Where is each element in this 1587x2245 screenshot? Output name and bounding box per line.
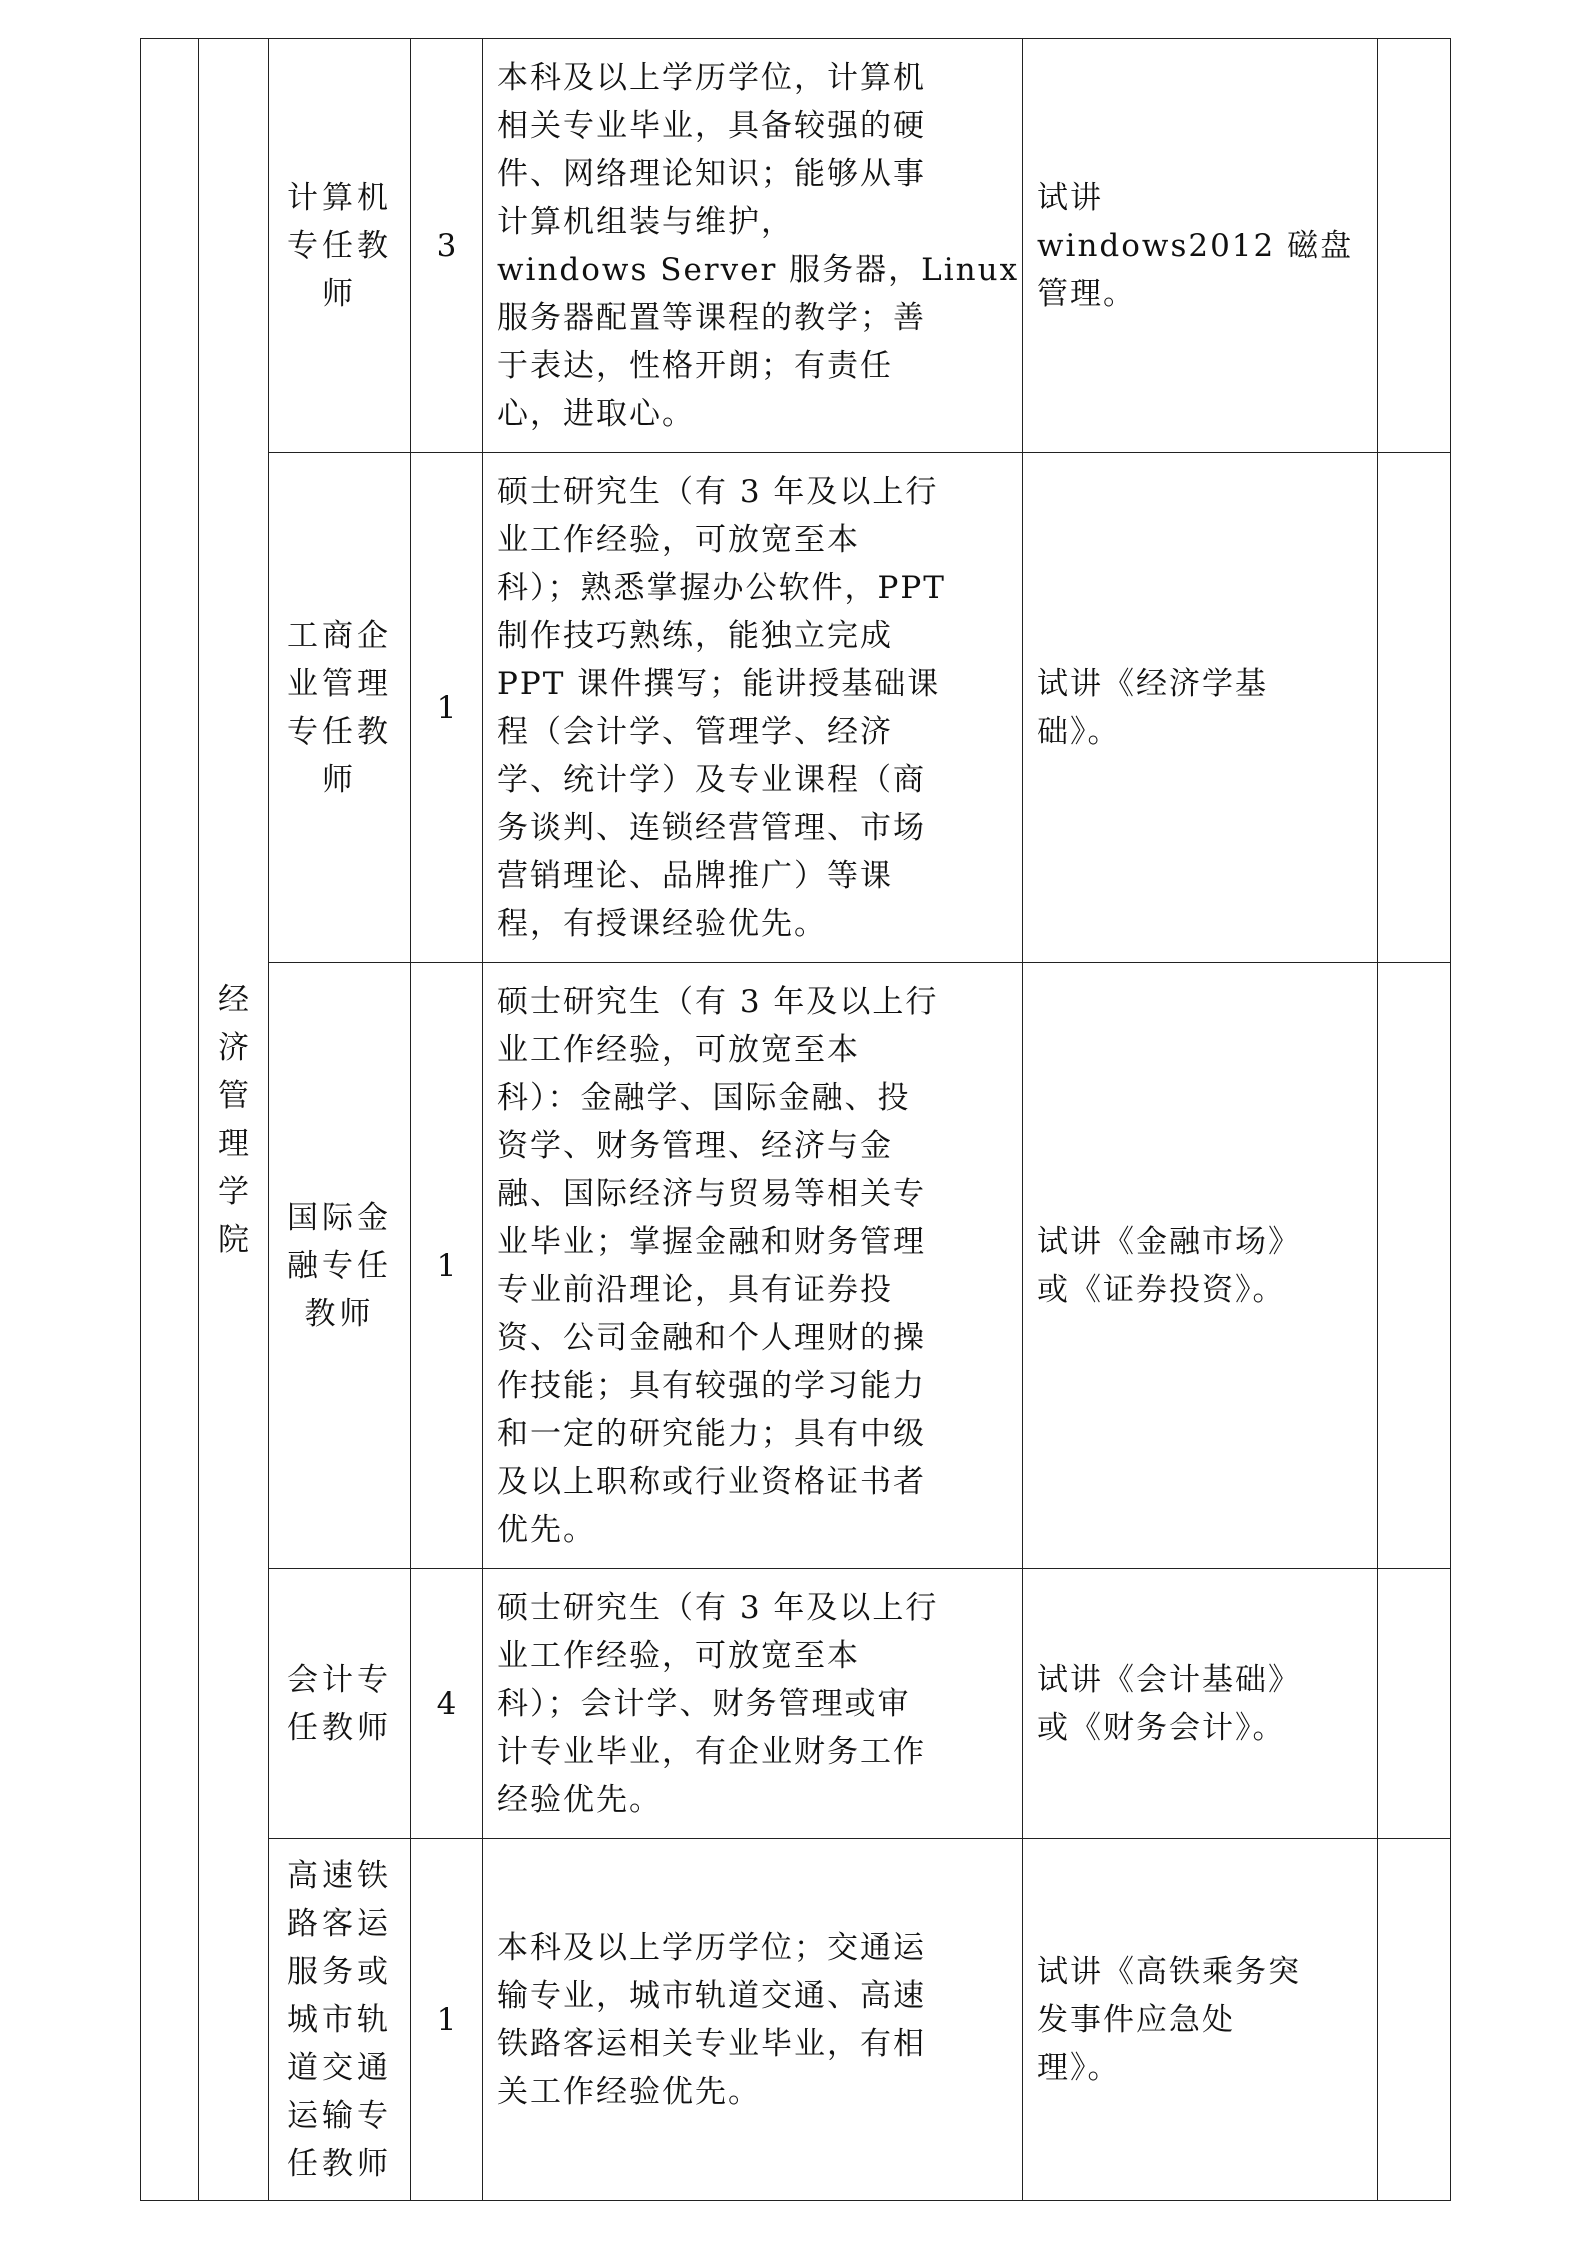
requirement-line: 融、国际经济与贸易等相关专 <box>497 1175 926 1212</box>
assessment-line: 试讲《金融市场》 <box>1037 1223 1301 1260</box>
assessment-cell <box>1023 1569 1378 1839</box>
requirement-line: 经验优先。 <box>497 1781 662 1818</box>
post-name-line: 师 <box>322 761 357 798</box>
post-name-cell <box>269 39 411 453</box>
requirement-line: PPT 课件撰写；能讲授基础课 <box>497 665 941 702</box>
post-name-line: 任教师 <box>287 2145 392 2182</box>
post-name-line: 教师 <box>304 1295 375 1332</box>
requirement-line: 学、统计学）及专业课程（商 <box>497 761 926 798</box>
requirement-line: 件、网络理论知识；能够从事 <box>497 155 926 192</box>
post-name-cell <box>269 1569 411 1839</box>
assessment-line: windows2012 磁盘 <box>1037 227 1354 264</box>
post-name-cell <box>269 963 411 1569</box>
assessment-line: 或《财务会计》。 <box>1037 1709 1286 1746</box>
requirement-line: 科）：金融学、国际金融、投 <box>497 1079 911 1116</box>
assessment-line: 发事件应急处 <box>1037 2001 1235 2038</box>
table-row <box>141 963 1451 1569</box>
requirement-line: 优先。 <box>497 1511 596 1548</box>
requirement-line: 营销理论、品牌推广）等课 <box>497 857 893 894</box>
post-name-line: 运输专 <box>287 2097 392 2134</box>
remarks-cell <box>1378 963 1451 1569</box>
requirement-line: 及以上职称或行业资格证书者 <box>497 1463 926 1500</box>
requirement-line: 专业前沿理论，具有证券投 <box>497 1271 893 1308</box>
remarks-cell <box>1378 1839 1451 2201</box>
blank-column-cell <box>141 39 199 2201</box>
assessment-cell <box>1023 453 1378 963</box>
requirement-line: 硕士研究生（有 3 年及以上行 <box>497 1589 939 1626</box>
requirement-line: 业工作经验，可放宽至本 <box>497 1031 860 1068</box>
requirement-line: 计专业毕业，有企业财务工作 <box>497 1733 926 1770</box>
requirement-line: 关工作经验优先。 <box>497 2073 761 2110</box>
requirement-line: 输专业，城市轨道交通、高速 <box>497 1977 926 2014</box>
headcount-cell: 1 <box>411 1839 483 2201</box>
post-name-line: 服务或 <box>287 1953 392 1990</box>
requirement-line: 于表达，性格开朗；有责任 <box>497 347 893 384</box>
requirement-line: 资学、财务管理、经济与金 <box>497 1127 893 1164</box>
requirement-line: 资、公司金融和个人理财的操 <box>497 1319 926 1356</box>
requirements-cell <box>483 963 1023 1569</box>
assessment-line: 试讲《经济学基 <box>1037 665 1268 702</box>
headcount-cell: 1 <box>411 453 483 963</box>
assessment-line: 试讲 <box>1037 179 1103 216</box>
requirements-cell <box>483 453 1023 963</box>
headcount-cell: 4 <box>411 1569 483 1839</box>
requirement-line: 业毕业；掌握金融和财务管理 <box>497 1223 926 1260</box>
requirement-line: 本科及以上学历学位，计算机 <box>497 59 926 96</box>
requirement-line: 硕士研究生（有 3 年及以上行 <box>497 983 939 1020</box>
requirement-line: 服务器配置等课程的教学；善 <box>497 299 926 336</box>
headcount-cell: 3 <box>411 39 483 453</box>
table-row <box>141 39 1451 453</box>
recruitment-table <box>140 38 1451 2201</box>
department-cell <box>199 39 269 2201</box>
table-body <box>141 39 1451 2201</box>
post-name-line: 路客运 <box>287 1905 392 1942</box>
post-name-line: 城市轨 <box>287 2001 392 2038</box>
table-row <box>141 1569 1451 1839</box>
post-name-cell <box>269 1839 411 2201</box>
post-name-line: 专任教 <box>287 227 392 264</box>
post-name-line: 道交通 <box>287 2049 392 2086</box>
assessment-line: 试讲《会计基础》 <box>1037 1661 1301 1698</box>
remarks-cell <box>1378 1569 1451 1839</box>
requirement-line: 科）；熟悉掌握办公软件，PPT <box>497 569 946 606</box>
assessment-line: 或《证券投资》。 <box>1037 1271 1286 1308</box>
requirement-line: 务谈判、连锁经营管理、市场 <box>497 809 926 846</box>
assessment-line: 础》。 <box>1037 713 1121 750</box>
post-name-line: 业管理 <box>287 665 392 702</box>
requirement-line: 作技能；具有较强的学习能力 <box>497 1367 926 1404</box>
post-name-line: 会计专 <box>287 1661 392 1698</box>
requirement-line: 制作技巧熟练，能独立完成 <box>497 617 893 654</box>
assessment-line: 管理。 <box>1037 275 1136 312</box>
post-name-line: 融专任 <box>287 1247 392 1284</box>
requirement-line: 相关专业毕业，具备较强的硬 <box>497 107 926 144</box>
requirement-line: 心，进取心。 <box>497 395 695 432</box>
requirement-line: 铁路客运相关专业毕业，有相 <box>497 2025 926 2062</box>
remarks-cell <box>1378 39 1451 453</box>
assessment-cell <box>1023 963 1378 1569</box>
table-row <box>141 453 1451 963</box>
requirement-line: 业工作经验，可放宽至本 <box>497 521 860 558</box>
assessment-line: 理》。 <box>1037 2049 1121 2086</box>
post-name-line: 专任教 <box>287 713 392 750</box>
requirement-line: 本科及以上学历学位；交通运 <box>497 1929 926 1966</box>
post-name-line: 师 <box>322 275 357 312</box>
post-name-line: 国际金 <box>287 1199 392 1236</box>
requirement-line: 科）；会计学、财务管理或审 <box>497 1685 911 1722</box>
requirements-cell <box>483 1839 1023 2201</box>
requirement-line: windows Server 服务器，Linux <box>497 251 1020 288</box>
post-name-line: 高速铁 <box>287 1857 392 1894</box>
headcount-cell: 1 <box>411 963 483 1569</box>
post-name-line: 计算机 <box>287 179 392 216</box>
requirement-line: 硕士研究生（有 3 年及以上行 <box>497 473 939 510</box>
requirement-line: 业工作经验，可放宽至本 <box>497 1637 860 1674</box>
requirement-line: 和一定的研究能力；具有中级 <box>497 1415 926 1452</box>
post-name-cell <box>269 453 411 963</box>
post-name-line: 工商企 <box>287 617 392 654</box>
table-row <box>141 1839 1451 2201</box>
requirements-cell <box>483 39 1023 453</box>
post-name-line: 任教师 <box>287 1709 392 1746</box>
requirement-line: 计算机组装与维护， <box>497 203 794 240</box>
assessment-line: 试讲《高铁乘务突 <box>1037 1953 1301 1990</box>
requirement-line: 程（会计学、管理学、经济 <box>497 713 893 750</box>
assessment-cell <box>1023 1839 1378 2201</box>
requirements-cell <box>483 1569 1023 1839</box>
assessment-cell <box>1023 39 1378 453</box>
department-name: 经济管理学院 <box>218 981 249 1258</box>
requirement-line: 程，有授课经验优先。 <box>497 905 827 942</box>
remarks-cell <box>1378 453 1451 963</box>
